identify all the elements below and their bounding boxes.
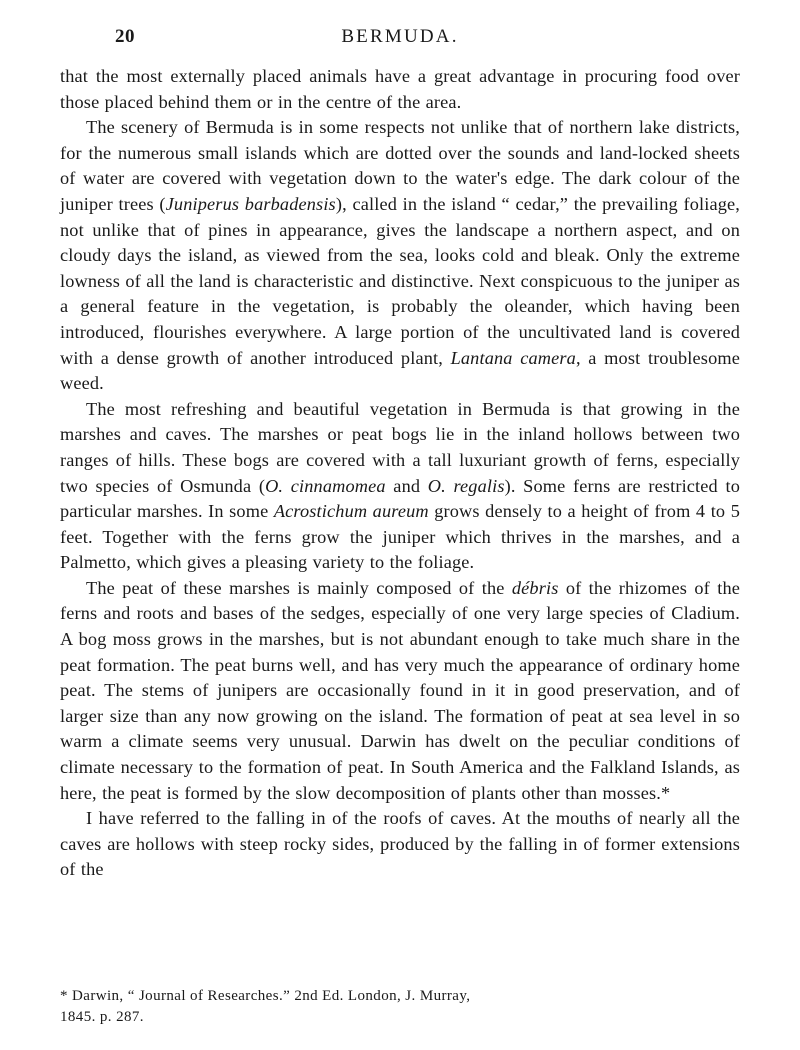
text-run: ). Some ferns are restricted to particular marshes. In some [60,475,740,522]
text-run: of the rhizomes of the ferns and roots and bases of the sedges, especially of one very large species of Cladium. A bog moss grows in the marshes, but is not abundant enough to take much share in the peat formation. The peat burns well, and has very much the appearance of ordinary home peat. The stems of junipers are occasionally found in it in good preservation, and of larger size than any now growing on the island. The formation of peat at sea level in so warm a climate seems very unusual. Darwin has dwelt on the peculiar conditions of climate necessary to the formation of peat. In South America and the Falkland Islands, as here, the peat is formed by the slow decomposition of plants other than mosses.* [60,577,740,803]
footnote-line-1: * Darwin, “ Journal of Researches.” 2nd Ed. London, J. Murray, [60,988,471,1004]
page-header [60,18,740,58]
paragraph [60,397,740,576]
italic-term: O. regalis [427,475,505,496]
footnote-line-2: 1845. p. 287. [60,1009,144,1025]
text-run: and [385,475,428,496]
italic-term: O. cinnamomea [265,475,386,496]
text-run: The scenery of Bermuda is in some respects not unlike that of northern lake districts, for the numerous small islands which are dotted over the sounds and land-locked sheets of water are covered with vegetation down to the water's edge. The dark colour of the juniper trees ( [60,117,740,214]
text-run: The most refreshing and beautiful vegetation in Bermuda is that growing in the marshes and caves. The marshes or peat bogs lie in the inland hollows between two ranges of hills. These bogs are covered with a tall luxuriant growth of ferns, especially two species of Osmunda ( [60,398,740,496]
text-run: ), called in the island “ cedar,” the prevailing foliage, not unlike that of pines in appearance, gives the landscape a northern aspect, and on cloudy days the island, as viewed from the sea, looks cold and bleak. Only the extreme lowness of all the land is characteristic and distinctive. Next conspicuous to the juniper as a general feature in the vegetation, is probably the oleander, which having been introduced, flourishes everywhere. A large portion of the uncultivated land is covered with a dense growth of another introduced plant, [60,193,740,368]
text-run: grows densely to a height of from 4 to 5 feet. Together with the ferns grow the juniper which thrives in the marshes, and a Palmetto, which gives a pleasing variety to the foliage. [60,501,740,573]
italic-term: débris [511,577,559,598]
paragraph [60,806,740,883]
paragraph [60,115,740,397]
text-run: The peat of these marshes is mainly composed of the [86,577,512,598]
italic-term: Lantana camera [450,347,576,368]
page-number: 20 [115,26,135,47]
paragraph [60,576,740,806]
text-run: that the most externally placed animals have a great advantage in procuring food over those placed behind them or in the centre of the area. [60,66,740,112]
italic-term: Acrostichum aureum [273,501,429,522]
running-head: BERMUDA. [341,26,459,47]
text-run: I have referred to the falling in of the roofs of caves. At the mouths of nearly all the caves are hollows with steep rocky sides, produced by the falling in of former extensions of the [60,808,740,880]
page-body [60,64,740,883]
paragraph [60,64,740,115]
text-run: , a most troublesome weed. [60,347,740,394]
footnote [60,986,740,1028]
italic-term: Juniperus barbadensis [165,193,336,214]
